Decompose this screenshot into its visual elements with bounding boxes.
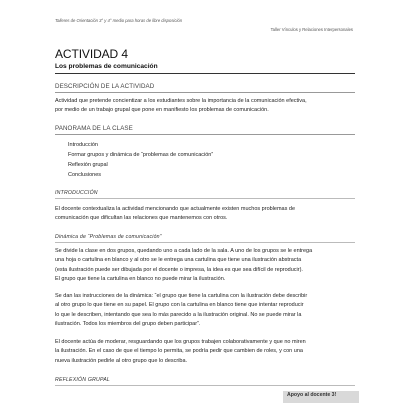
overview-divider xyxy=(55,134,355,135)
dynamic-line: al otro grupo lo que tiene en su papel. El grupo con la cartulina en blanco tiene que intentar reproducir xyxy=(55,302,304,309)
dynamic-line: El grupo que tiene la cartulina en blanco no puede mirar la ilustración. xyxy=(55,275,226,282)
header-right: Taller Vínculos y Relaciones Interpersonales xyxy=(270,27,353,32)
dynamic-divider xyxy=(55,242,355,243)
dynamic-heading: Dinámica de “Problemas de comunicación” xyxy=(55,234,162,240)
description-paragraph xyxy=(55,97,359,116)
activity-subtitle: Los problemas de comunicación xyxy=(55,63,158,70)
dynamic-paragraph-3 xyxy=(55,338,359,366)
dynamic-line: El docente actúa de moderar, resguardando que los grupos trabajen colaborativamente y que no miren xyxy=(55,339,306,345)
reflection-heading: REFLEXIÓN GRUPAL xyxy=(55,377,110,383)
dynamic-paragraph-2 xyxy=(55,292,359,329)
overview-heading: PANORAMA DE LA CLASE xyxy=(55,125,133,132)
dynamic-line: nueva ilustración pedirle al otro grupo que lo describa. xyxy=(55,357,188,364)
introduction-paragraph xyxy=(55,205,359,224)
list-item: Conclusiones xyxy=(68,172,102,179)
description-line: por medio de un trabajo grupal que pone en manifiesto los problemas de comunicación. xyxy=(55,107,269,114)
list-item: Reflexión grupal xyxy=(68,162,108,169)
list-item: Formar grupos y dinámica de “problemas de comunicación” xyxy=(68,152,214,159)
introduction-line: comunicación que dificultan las relaciones que mantenemos con otros. xyxy=(55,215,228,222)
dynamic-line: Se divide la clase en dos grupos, quedando uno a cada lado de la sala. A uno de los grupos se le entrega xyxy=(55,248,313,254)
dynamic-line: lo que le describen, intentando que sea lo más parecido a la ilustración original. No se puede mirar la xyxy=(55,311,302,318)
description-heading: DESCRIPCIÓN DE LA ACTIVIDAD xyxy=(55,83,155,90)
dynamic-paragraph-1 xyxy=(55,247,359,284)
introduction-divider xyxy=(55,198,355,199)
introduction-line: El docente contextualiza la actividad mencionando que actualmente existen muchos problemas de xyxy=(55,206,296,212)
dynamic-line: ilustración. Todos los miembros del grupo deben participar”. xyxy=(55,320,201,327)
teacher-support-box xyxy=(283,391,359,403)
list-item: Introducción xyxy=(68,142,98,148)
overview-list xyxy=(68,140,213,180)
reflection-divider xyxy=(55,385,355,386)
dynamic-line: la ilustración. En el caso de que el tiempo lo permita, se podría pedir que cambien de roles, y con una xyxy=(55,348,303,355)
dynamic-line: (esta ilustración puede ser dibujada por el docente o impresa, la idea es que sea difícil de reproducir). xyxy=(55,266,303,273)
title-divider xyxy=(55,73,355,74)
dynamic-line: Se dan las instrucciones de la dinámica: “el grupo que tiene la cartulina con la ilustración debe describir xyxy=(55,293,308,299)
description-divider xyxy=(55,92,355,93)
dynamic-line: una hoja o cartulina en blanco y al otro se le entrega una cartulina que tiene una ilustración abstracta xyxy=(55,257,302,264)
description-line: Actividad que pretende concientizar a los estudiantes sobre la importancia de la comunicación efectiva, xyxy=(55,98,307,104)
activity-title: ACTIVIDAD 4 xyxy=(55,47,128,61)
header-left: Talleres de Orientación 3° y 4° medio para horas de libre disposición xyxy=(55,18,183,23)
teacher-support-label: Apoyo al docente 3! xyxy=(287,392,337,398)
introduction-heading: INTRODUCCIÓN xyxy=(55,190,98,196)
